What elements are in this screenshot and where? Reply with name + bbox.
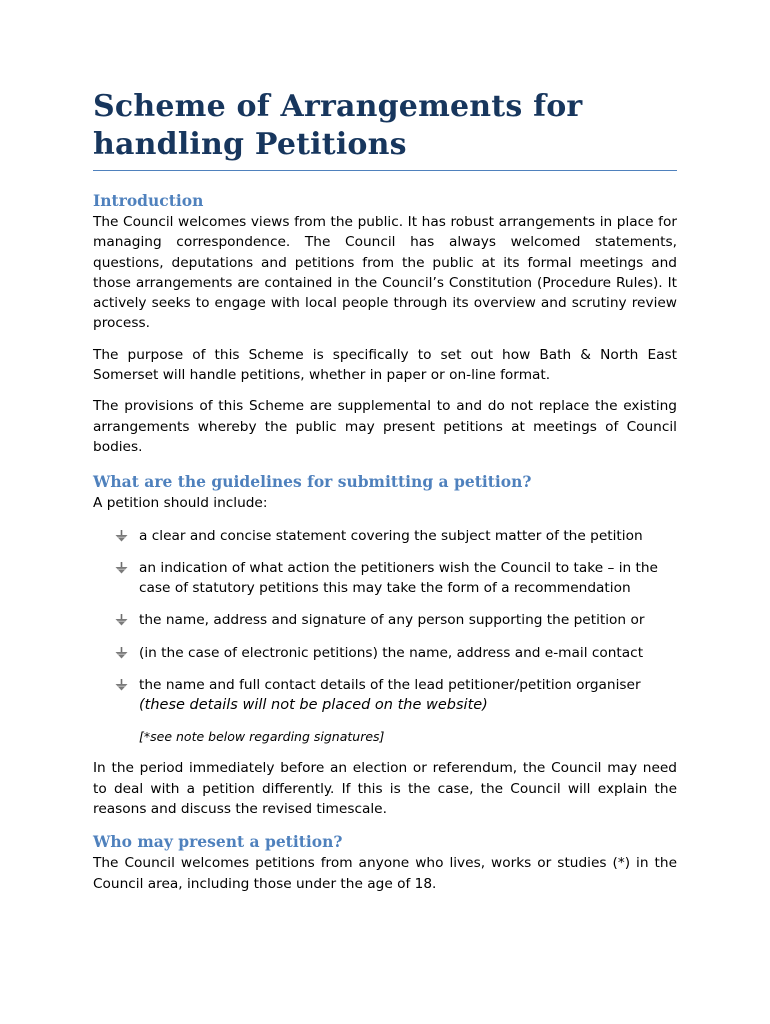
list-item <box>114 526 677 546</box>
list-item-text: an indication of what action the petitioners wish the Council to take – in the case of statutory petitions this may take the form of a recommendation <box>139 559 658 597</box>
list-item-text: the name, address and signature of any person supporting the petition or <box>139 612 645 629</box>
list-item <box>114 610 677 630</box>
election-period-paragraph: In the period immediately before an election or referendum, the Council may need to deal with a petition differently. If this is the case, the Council will explain the reasons and discuss the revised timescale. <box>93 760 677 817</box>
document-title: Scheme of Arrangements for handling Petitions <box>93 88 677 171</box>
arrow-down-bullet-icon <box>114 561 129 575</box>
arrow-down-bullet-icon <box>114 529 129 543</box>
guidelines-list <box>93 526 677 716</box>
section-heading-introduction: Introduction <box>93 191 204 210</box>
section-heading-guidelines: What are the guidelines for submitting a petition? <box>93 472 532 492</box>
guidelines-lead: A petition should include: <box>93 495 268 512</box>
document-page <box>93 88 677 894</box>
list-item <box>114 675 677 715</box>
list-item-text: a clear and concise statement covering the subject matter of the petition <box>139 527 643 544</box>
intro-paragraph-3: The provisions of this Scheme are supplemental to and do not replace the existing arrangements whereby the public may present petitions at meetings of Council bodies. <box>93 398 677 455</box>
list-item-text: the name and full contact details of the lead petitioner/petition organiser <box>139 677 641 694</box>
list-item <box>114 643 677 663</box>
intro-paragraph-2: The purpose of this Scheme is specifically to set out how Bath & North East Somerset will handle petitions, whether in paper or on-line format. <box>93 346 677 384</box>
website-privacy-note: (these details will not be placed on the website) <box>139 697 488 714</box>
list-item <box>114 558 677 599</box>
intro-paragraph-1: The Council welcomes views from the public. It has robust arrangements in place for managing correspondence. The Council has always welcomed statements, questions, deputations and petitions from the public at its formal meetings and those arrangements are contained in the Council’s Constitution (Procedure Rules). It actively seeks to engage with local people through its overview and scrutiny review process. <box>93 214 677 332</box>
arrow-down-bullet-icon <box>114 613 129 627</box>
signature-note: [*see note below regarding signatures] <box>139 729 385 745</box>
list-item-text: (in the case of electronic petitions) the name, address and e-mail contact <box>139 644 644 661</box>
section-heading-who-may-present: Who may present a petition? <box>93 832 343 852</box>
arrow-down-bullet-icon <box>114 678 129 692</box>
who-may-present-paragraph: The Council welcomes petitions from anyone who lives, works or studies (*) in the Council area, including those under the age of 18. <box>93 855 677 892</box>
arrow-down-bullet-icon <box>114 646 129 660</box>
